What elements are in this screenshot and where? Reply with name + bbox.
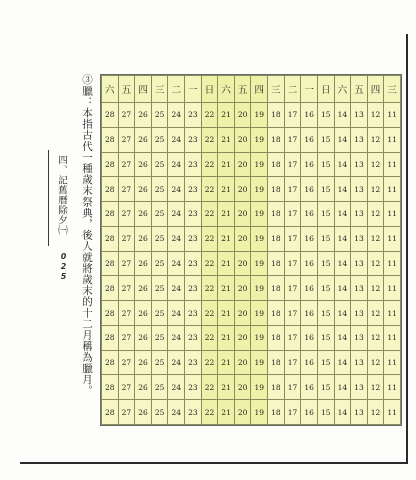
weekday-header-cell: 一 (301, 76, 318, 103)
date-cell: 15 (317, 350, 334, 375)
date-cell: 21 (218, 103, 235, 128)
weekday-header-cell: 一 (185, 76, 202, 103)
date-cell: 21 (218, 301, 235, 326)
date-cell: 27 (118, 325, 135, 350)
date-cell: 20 (234, 177, 251, 202)
date-cell: 19 (251, 375, 268, 400)
date-cell: 16 (301, 251, 318, 276)
date-cell: 11 (384, 375, 401, 400)
date-cell: 13 (351, 127, 368, 152)
date-cell: 13 (351, 400, 368, 425)
date-cell: 19 (251, 177, 268, 202)
calendar-table (101, 75, 401, 425)
date-cell: 12 (367, 127, 384, 152)
date-cell: 13 (351, 350, 368, 375)
date-cell: 20 (234, 127, 251, 152)
date-cell: 27 (118, 226, 135, 251)
date-cell: 27 (118, 127, 135, 152)
date-cell: 25 (151, 226, 168, 251)
date-cell: 14 (334, 251, 351, 276)
page-frame-bottom (20, 462, 408, 464)
date-cell: 11 (384, 127, 401, 152)
date-cell: 21 (218, 202, 235, 227)
date-cell: 19 (251, 350, 268, 375)
date-cell: 21 (218, 152, 235, 177)
date-cell: 25 (151, 177, 168, 202)
date-cell: 28 (102, 276, 119, 301)
date-cell: 24 (168, 350, 185, 375)
weekday-header-cell: 六 (102, 76, 119, 103)
date-cell: 19 (251, 202, 268, 227)
date-cell: 14 (334, 400, 351, 425)
weekday-header-cell: 五 (351, 76, 368, 103)
date-cell: 11 (384, 226, 401, 251)
date-cell: 26 (135, 202, 152, 227)
weekday-header-cell: 二 (168, 76, 185, 103)
date-cell: 11 (384, 103, 401, 128)
date-cell: 20 (234, 400, 251, 425)
table-row (102, 375, 401, 400)
chapter-title: 四、記舊曆除夕㈠ (56, 155, 67, 235)
date-cell: 12 (367, 103, 384, 128)
weekday-header-cell: 二 (284, 76, 301, 103)
date-cell: 14 (334, 152, 351, 177)
date-cell: 18 (268, 177, 285, 202)
date-cell: 12 (367, 325, 384, 350)
date-cell: 28 (102, 103, 119, 128)
date-cell: 21 (218, 325, 235, 350)
date-cell: 20 (234, 350, 251, 375)
date-cell: 22 (201, 103, 218, 128)
date-cell: 11 (384, 177, 401, 202)
date-cell: 25 (151, 202, 168, 227)
date-cell: 19 (251, 400, 268, 425)
date-cell: 17 (284, 276, 301, 301)
date-cell: 27 (118, 202, 135, 227)
weekday-header-cell: 四 (367, 76, 384, 103)
date-cell: 23 (185, 251, 202, 276)
weekday-header-cell: 三 (384, 76, 401, 103)
date-cell: 15 (317, 400, 334, 425)
table-row (102, 251, 401, 276)
calendar-grid (100, 74, 402, 426)
date-cell: 16 (301, 127, 318, 152)
date-cell: 18 (268, 276, 285, 301)
date-cell: 16 (301, 276, 318, 301)
weekday-header-cell: 三 (268, 76, 285, 103)
date-cell: 24 (168, 301, 185, 326)
date-cell: 16 (301, 301, 318, 326)
date-cell: 14 (334, 301, 351, 326)
date-cell: 13 (351, 177, 368, 202)
date-cell: 24 (168, 400, 185, 425)
date-cell: 23 (185, 301, 202, 326)
date-cell: 19 (251, 301, 268, 326)
date-cell: 18 (268, 226, 285, 251)
date-cell: 26 (135, 127, 152, 152)
date-cell: 25 (151, 350, 168, 375)
table-row (102, 325, 401, 350)
date-cell: 26 (135, 350, 152, 375)
date-cell: 20 (234, 103, 251, 128)
date-cell: 15 (317, 325, 334, 350)
date-cell: 23 (185, 276, 202, 301)
date-cell: 21 (218, 226, 235, 251)
date-cell: 14 (334, 103, 351, 128)
date-cell: 15 (317, 103, 334, 128)
date-cell: 19 (251, 226, 268, 251)
date-cell: 27 (118, 152, 135, 177)
date-cell: 19 (251, 103, 268, 128)
date-cell: 23 (185, 226, 202, 251)
date-cell: 28 (102, 400, 119, 425)
date-cell: 11 (384, 202, 401, 227)
date-cell: 21 (218, 127, 235, 152)
date-cell: 12 (367, 350, 384, 375)
date-cell: 26 (135, 251, 152, 276)
date-cell: 19 (251, 325, 268, 350)
date-cell: 15 (317, 375, 334, 400)
date-cell: 21 (218, 251, 235, 276)
date-cell: 15 (317, 276, 334, 301)
date-cell: 16 (301, 375, 318, 400)
date-cell: 22 (201, 350, 218, 375)
date-cell: 11 (384, 251, 401, 276)
date-grid-body (102, 103, 401, 425)
date-cell: 22 (201, 325, 218, 350)
table-row (102, 276, 401, 301)
date-cell: 17 (284, 202, 301, 227)
date-cell: 18 (268, 301, 285, 326)
date-cell: 13 (351, 103, 368, 128)
date-cell: 17 (284, 350, 301, 375)
date-cell: 28 (102, 177, 119, 202)
date-cell: 20 (234, 276, 251, 301)
date-cell: 27 (118, 301, 135, 326)
date-cell: 17 (284, 127, 301, 152)
date-cell: 23 (185, 400, 202, 425)
date-cell: 27 (118, 350, 135, 375)
date-cell: 24 (168, 152, 185, 177)
date-cell: 25 (151, 152, 168, 177)
date-cell: 16 (301, 226, 318, 251)
date-cell: 26 (135, 301, 152, 326)
date-cell: 12 (367, 202, 384, 227)
date-cell: 14 (334, 350, 351, 375)
date-cell: 19 (251, 152, 268, 177)
date-cell: 25 (151, 276, 168, 301)
date-cell: 18 (268, 251, 285, 276)
table-row (102, 350, 401, 375)
date-cell: 26 (135, 400, 152, 425)
weekday-header-cell: 四 (135, 76, 152, 103)
date-cell: 26 (135, 276, 152, 301)
date-cell: 24 (168, 375, 185, 400)
date-cell: 22 (201, 251, 218, 276)
date-cell: 17 (284, 301, 301, 326)
date-cell: 14 (334, 226, 351, 251)
date-cell: 11 (384, 400, 401, 425)
date-cell: 22 (201, 301, 218, 326)
date-cell: 11 (384, 325, 401, 350)
weekday-header-cell: 三 (151, 76, 168, 103)
weekday-header-cell: 日 (201, 76, 218, 103)
date-cell: 17 (284, 103, 301, 128)
date-cell: 24 (168, 325, 185, 350)
date-cell: 13 (351, 325, 368, 350)
date-cell: 18 (268, 400, 285, 425)
date-cell: 26 (135, 177, 152, 202)
date-cell: 28 (102, 202, 119, 227)
weekday-header-row (102, 76, 401, 103)
date-cell: 27 (118, 103, 135, 128)
date-cell: 25 (151, 301, 168, 326)
weekday-header-cell: 五 (118, 76, 135, 103)
date-cell: 15 (317, 152, 334, 177)
date-cell: 18 (268, 202, 285, 227)
date-cell: 23 (185, 202, 202, 227)
page-frame-right (406, 34, 408, 464)
date-cell: 14 (334, 177, 351, 202)
date-cell: 13 (351, 375, 368, 400)
date-cell: 26 (135, 325, 152, 350)
date-cell: 22 (201, 226, 218, 251)
date-cell: 28 (102, 251, 119, 276)
date-cell: 12 (367, 301, 384, 326)
date-cell: 14 (334, 276, 351, 301)
table-row (102, 177, 401, 202)
date-cell: 28 (102, 152, 119, 177)
date-cell: 20 (234, 251, 251, 276)
date-cell: 28 (102, 301, 119, 326)
date-cell: 27 (118, 276, 135, 301)
date-cell: 21 (218, 177, 235, 202)
date-cell: 19 (251, 127, 268, 152)
date-cell: 13 (351, 226, 368, 251)
date-cell: 21 (218, 276, 235, 301)
date-cell: 13 (351, 301, 368, 326)
table-row (102, 127, 401, 152)
date-cell: 25 (151, 103, 168, 128)
date-cell: 15 (317, 202, 334, 227)
date-cell: 27 (118, 400, 135, 425)
table-row (102, 400, 401, 425)
date-cell: 15 (317, 301, 334, 326)
date-cell: 13 (351, 251, 368, 276)
date-cell: 28 (102, 226, 119, 251)
date-cell: 22 (201, 127, 218, 152)
date-cell: 18 (268, 127, 285, 152)
weekday-header-cell: 六 (334, 76, 351, 103)
date-cell: 24 (168, 103, 185, 128)
date-cell: 14 (334, 127, 351, 152)
date-cell: 22 (201, 152, 218, 177)
date-cell: 26 (135, 103, 152, 128)
date-cell: 23 (185, 325, 202, 350)
date-cell: 24 (168, 251, 185, 276)
date-cell: 15 (317, 127, 334, 152)
date-cell: 14 (334, 375, 351, 400)
date-cell: 12 (367, 251, 384, 276)
date-cell: 19 (251, 276, 268, 301)
date-cell: 16 (301, 103, 318, 128)
date-cell: 25 (151, 375, 168, 400)
date-cell: 21 (218, 400, 235, 425)
date-cell: 12 (367, 400, 384, 425)
date-cell: 16 (301, 325, 318, 350)
date-cell: 27 (118, 375, 135, 400)
footnote-text: ③臘：本指古代一種歲末祭典，後人就將歲末的十二月稱為臘月。 (81, 74, 93, 396)
date-cell: 17 (284, 325, 301, 350)
date-cell: 12 (367, 276, 384, 301)
date-cell: 28 (102, 375, 119, 400)
date-cell: 20 (234, 375, 251, 400)
date-cell: 18 (268, 350, 285, 375)
weekday-header-cell: 五 (234, 76, 251, 103)
date-cell: 27 (118, 177, 135, 202)
date-cell: 15 (317, 177, 334, 202)
table-row (102, 152, 401, 177)
date-cell: 11 (384, 350, 401, 375)
date-cell: 24 (168, 127, 185, 152)
date-cell: 23 (185, 375, 202, 400)
date-cell: 23 (185, 350, 202, 375)
date-cell: 16 (301, 177, 318, 202)
date-cell: 28 (102, 127, 119, 152)
date-cell: 28 (102, 325, 119, 350)
table-row (102, 103, 401, 128)
page-number: 025 (59, 252, 68, 282)
date-cell: 22 (201, 276, 218, 301)
date-cell: 25 (151, 251, 168, 276)
date-cell: 17 (284, 400, 301, 425)
date-cell: 24 (168, 276, 185, 301)
date-cell: 17 (284, 152, 301, 177)
date-cell: 12 (367, 152, 384, 177)
table-row (102, 226, 401, 251)
date-cell: 19 (251, 251, 268, 276)
weekday-header-cell: 四 (251, 76, 268, 103)
date-cell: 27 (118, 251, 135, 276)
date-cell: 20 (234, 152, 251, 177)
date-cell: 21 (218, 350, 235, 375)
date-cell: 12 (367, 226, 384, 251)
date-cell: 24 (168, 177, 185, 202)
date-cell: 14 (334, 325, 351, 350)
date-cell: 26 (135, 226, 152, 251)
date-cell: 17 (284, 226, 301, 251)
date-cell: 14 (334, 202, 351, 227)
date-cell: 18 (268, 325, 285, 350)
date-cell: 17 (284, 251, 301, 276)
date-cell: 28 (102, 350, 119, 375)
date-cell: 22 (201, 202, 218, 227)
date-cell: 22 (201, 375, 218, 400)
date-cell: 15 (317, 226, 334, 251)
date-cell: 16 (301, 400, 318, 425)
date-cell: 13 (351, 276, 368, 301)
date-cell: 17 (284, 177, 301, 202)
date-cell: 18 (268, 152, 285, 177)
date-cell: 22 (201, 177, 218, 202)
weekday-header-cell: 六 (218, 76, 235, 103)
date-cell: 25 (151, 127, 168, 152)
date-cell: 20 (234, 202, 251, 227)
date-cell: 17 (284, 375, 301, 400)
date-cell: 22 (201, 400, 218, 425)
date-cell: 12 (367, 177, 384, 202)
date-cell: 16 (301, 350, 318, 375)
date-cell: 21 (218, 375, 235, 400)
date-cell: 23 (185, 177, 202, 202)
date-cell: 20 (234, 226, 251, 251)
date-cell: 18 (268, 375, 285, 400)
date-cell: 25 (151, 400, 168, 425)
date-cell: 23 (185, 127, 202, 152)
side-rule (48, 150, 49, 246)
date-cell: 26 (135, 375, 152, 400)
date-cell: 24 (168, 226, 185, 251)
date-cell: 26 (135, 152, 152, 177)
date-cell: 15 (317, 251, 334, 276)
date-cell: 13 (351, 152, 368, 177)
date-cell: 20 (234, 301, 251, 326)
date-cell: 16 (301, 152, 318, 177)
date-cell: 11 (384, 152, 401, 177)
date-cell: 11 (384, 301, 401, 326)
date-cell: 13 (351, 202, 368, 227)
date-cell: 18 (268, 103, 285, 128)
weekday-header-cell: 日 (317, 76, 334, 103)
date-cell: 23 (185, 103, 202, 128)
table-row (102, 202, 401, 227)
date-cell: 16 (301, 202, 318, 227)
date-cell: 20 (234, 325, 251, 350)
date-cell: 11 (384, 276, 401, 301)
date-cell: 25 (151, 325, 168, 350)
date-cell: 24 (168, 202, 185, 227)
date-cell: 23 (185, 152, 202, 177)
date-cell: 12 (367, 375, 384, 400)
table-row (102, 301, 401, 326)
